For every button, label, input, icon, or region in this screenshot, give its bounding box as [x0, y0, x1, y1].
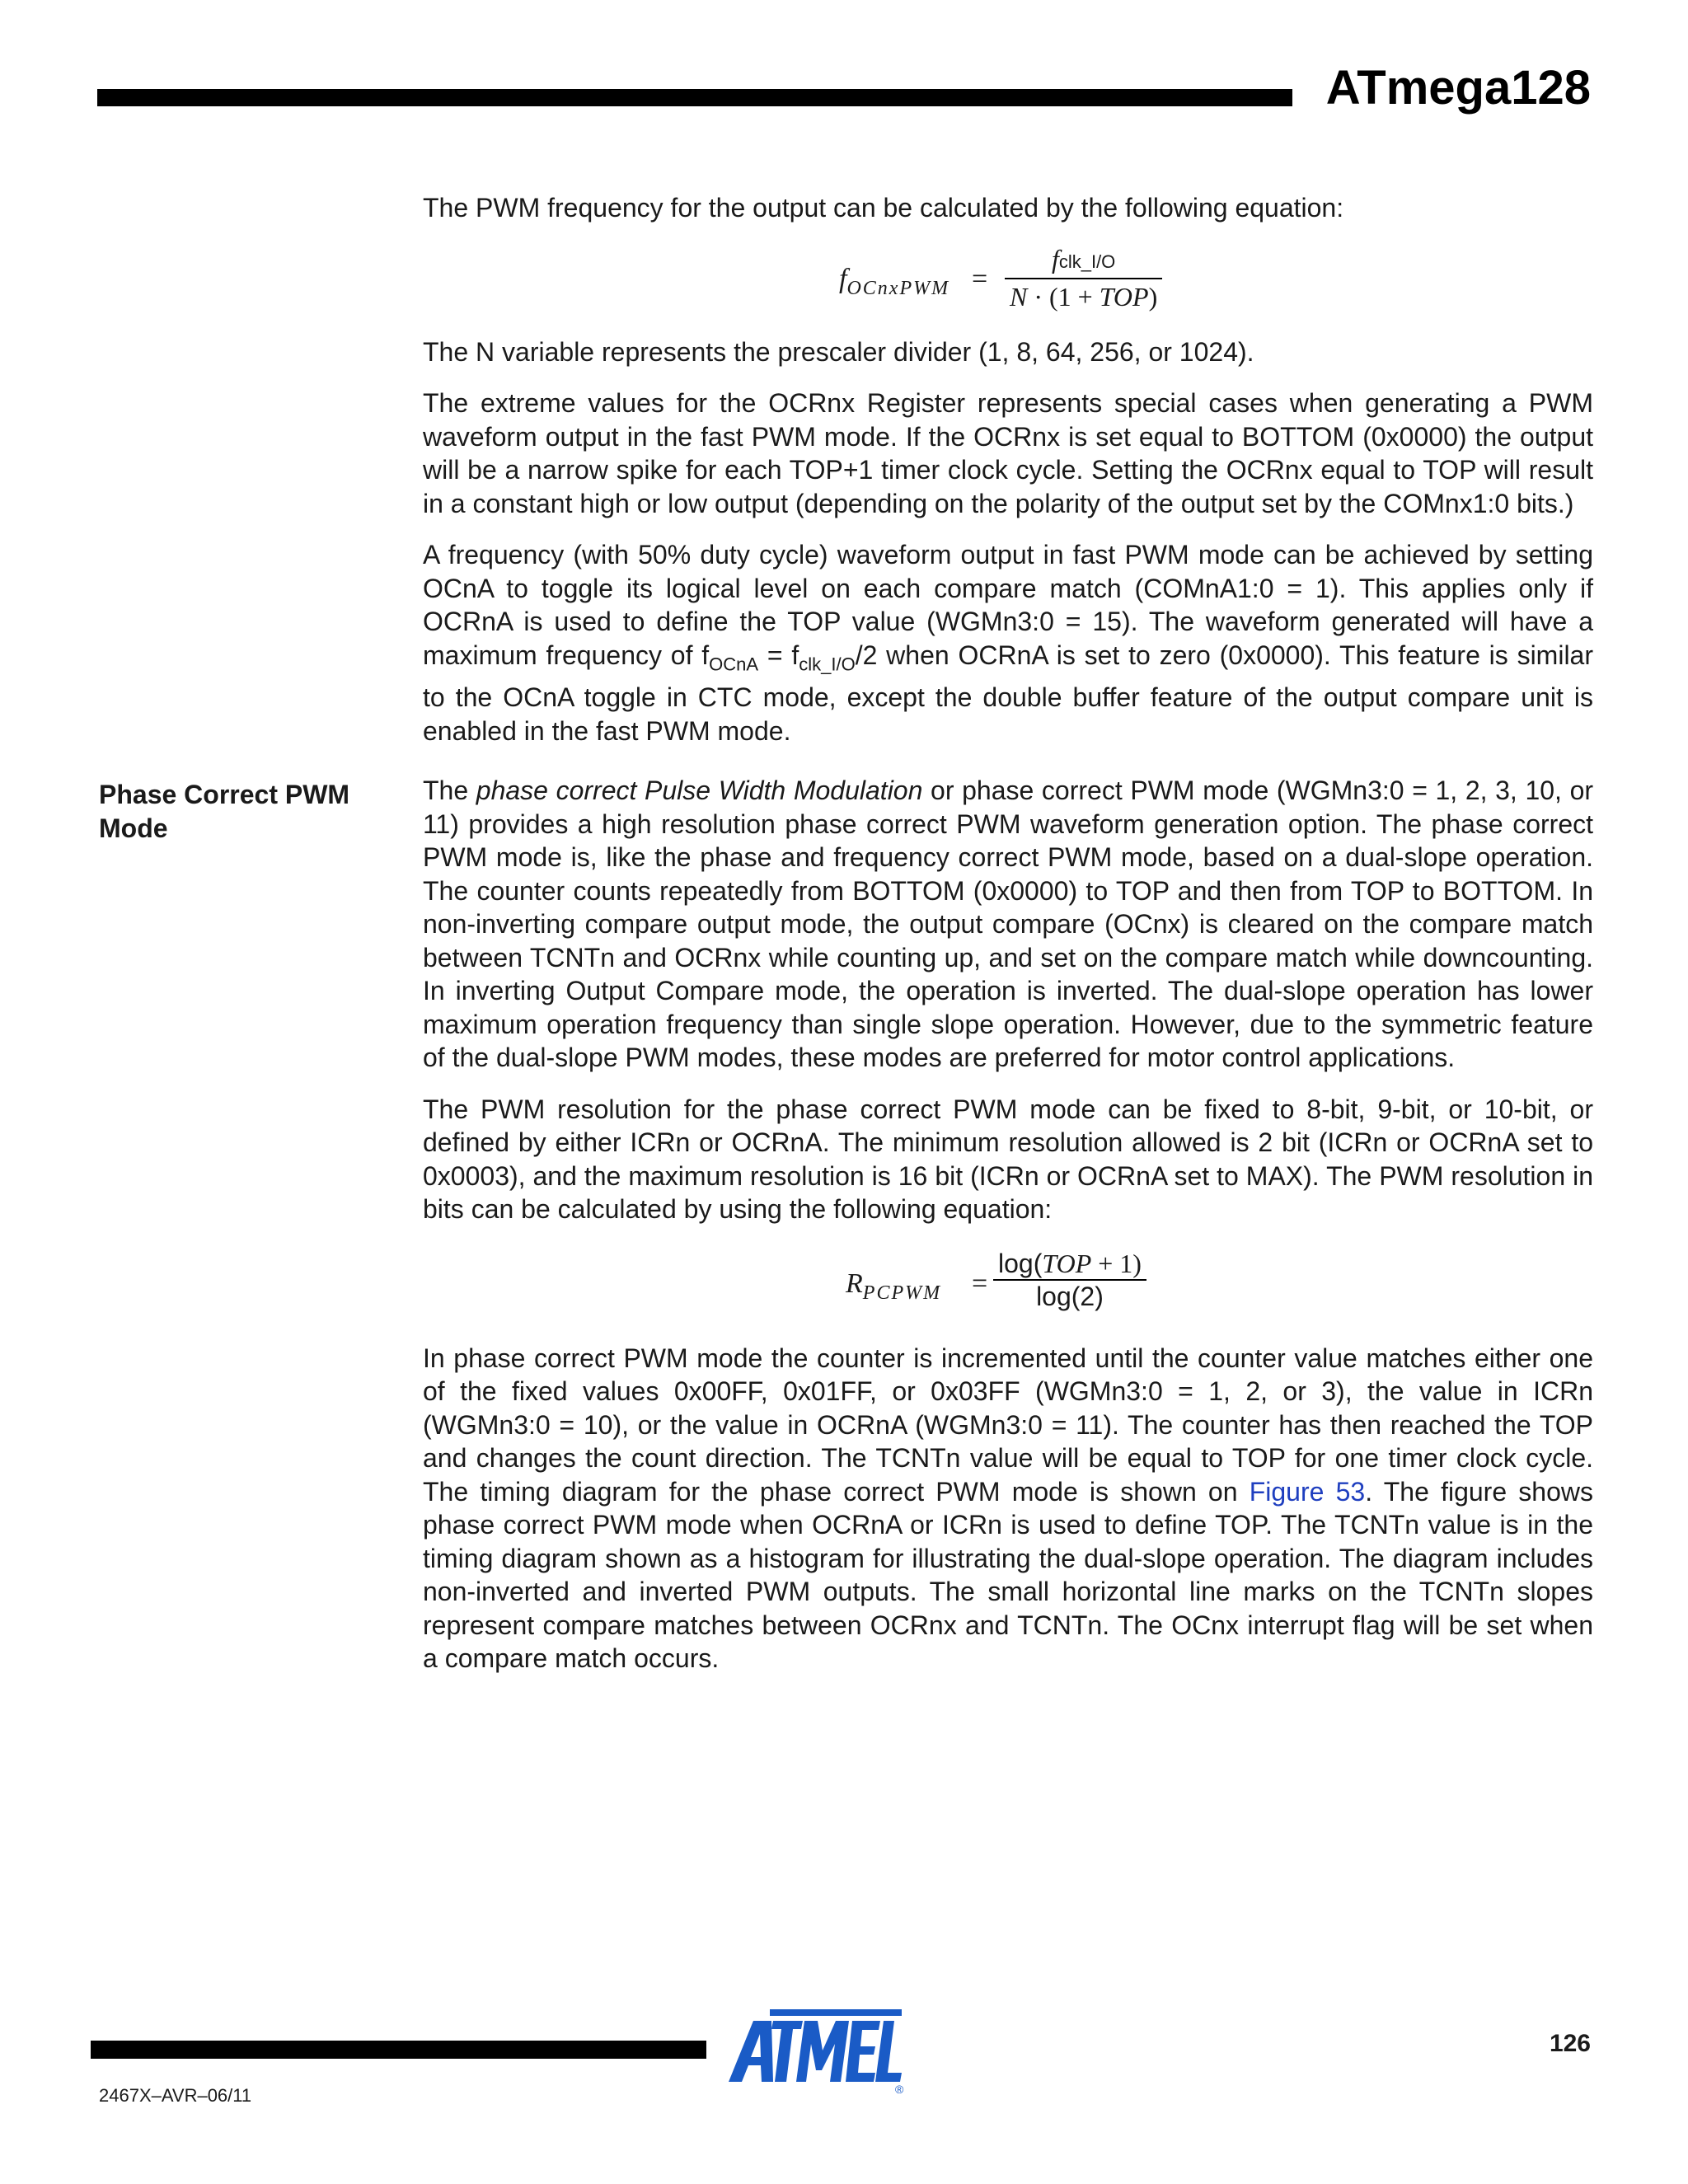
paragraph-extreme-values: The extreme values for the OCRnx Register represents special cases when generating a PWM waveform output in the fast PWM mode. If the OCRnx is set equal to BOTTOM (0x0000) the output will be a narrow spike for each TOP+1 timer clock cycle. Setting the OCRnx equal to TOP will result in a constant high or low output (depending on the polarity of the output set by the COMnx1:0 bits.) — [423, 388, 1593, 518]
equation-lhs: $R_{PCPWM}$ — [846, 1268, 942, 1304]
equation-lhs: $f_{OCnxPWM}$ — [839, 263, 950, 299]
paragraph-pwm-frequency-intro: The PWM frequency for the output can be calculated by the following equation: — [423, 193, 1344, 223]
footer-rule — [91, 2041, 706, 2059]
figure-53-link[interactable]: Figure 53 — [1249, 1476, 1366, 1507]
equation-equals: = — [972, 1268, 988, 1299]
equation-pwm-frequency — [423, 243, 1593, 321]
page-number: 126 — [1549, 2030, 1591, 2057]
equation-equals: = — [972, 263, 988, 294]
paragraph-frequency-waveform: A frequency (with 50% duty cycle) waveform output in fast PWM mode can be achieved by setting OCnA to toggle its logical level on each compare match (COMnA1:0 = 1). This applies only if OCRnA is used to define the TOP value (WGMn3:0 = 15). The waveform generated will have a maximum frequency of $f_{OCnA} = f_{clk\_I/O}/2$ when OCRnA is set to zero (0x0000). This feature is similar to the OCnA toggle in CTC mode, except the double buffer feature of the output compare unit is enabled in the fast PWM mode. — [423, 540, 1594, 746]
paragraph-pwm-resolution: The PWM resolution for the phase correct PWM mode can be fixed to 8-bit, 9-bit, or 10-bit, or defined by either ICRn or OCRnA. The minimum resolution allowed is 2 bit (ICRn or OCRnA set to 0x0003), and the maximum resolution is 16 bit (ICRn or OCRnA set to MAX). The PWM resolution in bits can be calculated by using the following equation: — [423, 1094, 1593, 1225]
equation-pwm-resolution — [423, 1248, 1593, 1325]
section-heading-phase-correct-pwm: Phase Correct PWM Mode — [99, 780, 350, 843]
paragraph-prescaler: The N variable represents the prescaler divider (1, 8, 64, 256, or 1024). — [423, 336, 1254, 367]
registered-mark: ® — [895, 2083, 904, 2093]
document-title: ATmega128 — [1325, 61, 1591, 115]
document-code: 2467X–AVR–06/11 — [99, 2085, 252, 2106]
atmel-logo — [725, 2008, 908, 2093]
equation-fraction: fclk_I/O N · (1 + TOP) — [1005, 243, 1162, 312]
equation-fraction: log(TOP + 1) log(2) — [993, 1248, 1146, 1312]
paragraph-phase-correct-operation: In phase correct PWM mode the counter is incremented until the counter value matches either one of the fixed values 0x00FF, 0x01FF, or 0x03FF (WGMn3:0 = 1, 2, or 3), the value in ICRn (WGMn3:0 = 10), or the value in OCRnA (WGMn3:0 = 11). The counter has then reached the TOP and changes the count direction. The TCNTn value will be equal to TOP for one timer clock cycle. The timing diagram for the phase correct PWM mode is shown on Figure 53. The figure shows phase correct PWM mode when OCRnA or ICRn is used to define TOP. The TCNTn value is in the timing diagram shown as a histogram for illustrating the dual-slope operation. The diagram includes non-inverted and inverted PWM outputs. The small horizontal line marks on the TCNTn slopes represent compare matches between OCRnx and TCNTn. The OCnx interrupt flag will be set when a compare match occurs. — [423, 1343, 1594, 1674]
paragraph-phase-correct-intro: The phase correct Pulse Width Modulation or phase correct PWM mode (WGMn3:0 = 1, 2, 3, 10, or 11) provides a high resolution phase correct PWM waveform generation option. The phase correct PWM mode is, like the phase and frequency correct PWM mode, based on a dual-slope operation. The counter counts repeatedly from BOTTOM (0x0000) to TOP and then from TOP to BOTTOM. In non-inverting compare output mode, the output compare (OCnx) is cleared on the compare match between TCNTn and OCRnx while counting up, and set on the compare match while downcounting. In inverting Output Compare mode, the operation is inverted. The dual-slope operation has lower maximum operation frequency than single slope operation. However, due to the symmetric feature of the dual-slope PWM modes, these modes are preferred for motor control applications. — [423, 776, 1594, 1073]
main-content — [423, 191, 1593, 1694]
header-rule — [97, 89, 1292, 106]
